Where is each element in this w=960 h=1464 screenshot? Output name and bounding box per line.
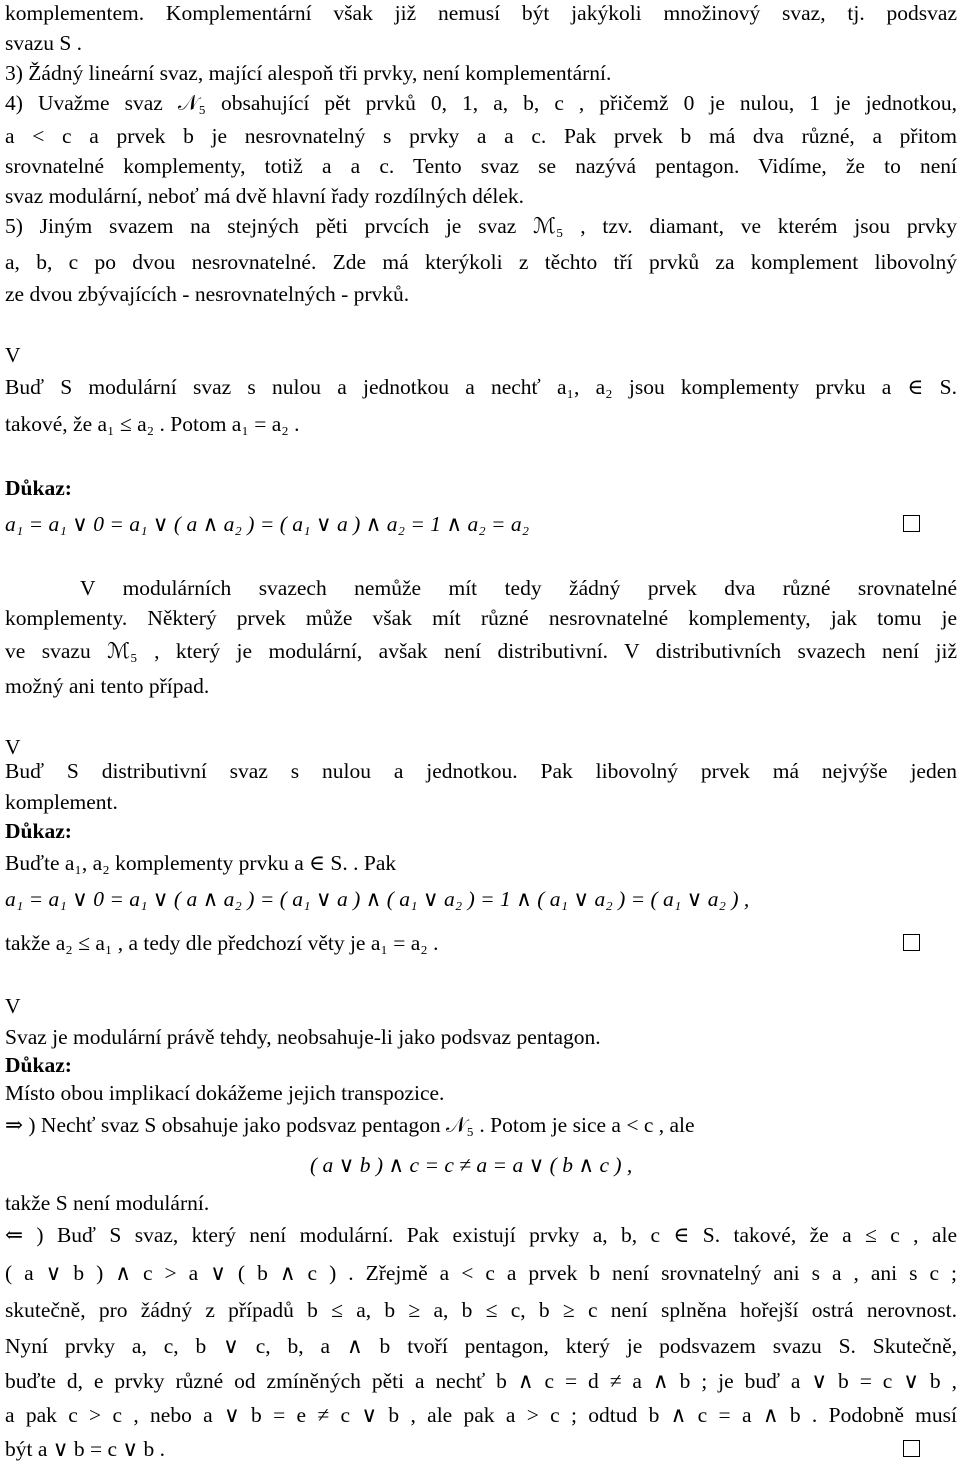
text-line: srovnatelné komplementy, totiž a a c. Tento svaz se nazývá pentagon. Vidíme, že to není (5, 154, 957, 178)
formula-line: a₁ = a₁ ∨ 0 = a₁ ∨ ( a ∧ a₂ ) = ( a₁ ∨ a ) ∧ ( a₁ ∨ a₂ ) = 1 ∧ ( a₁ ∨ a₂ ) = ( a₁ ∨ a₂ ) , (5, 887, 750, 911)
formula-line: a₁ = a₁ ∨ 0 = a₁ ∨ ( a ∧ a₂ ) = ( a₁ ∨ a ) ∧ a₂ = 1 ∧ a₂ = a₂ (5, 512, 530, 536)
text-line: komplementem. Komplementární však již nemusí být jakýkoli množinový svaz, tj. podsvaz (5, 1, 957, 25)
proof-heading: Důkaz: (5, 819, 72, 843)
text-line: Svaz je modulární právě tehdy, neobsahuje-li jako podsvaz pentagon. (5, 1025, 601, 1049)
text-line: ve svazu ℳ₅ , který je modulární, avšak není distributivní. V distributivních svazech není již (5, 639, 957, 663)
text-line: ze dvou zbývajících - nesrovnatelných - prvků. (5, 282, 410, 306)
text-line: takže a₂ ≤ a₁ , a tedy dle předchozí věty je a₁ = a₂ . (5, 931, 439, 955)
text-line: a, b, c po dvou nesrovnatelné. Zde má kterýkoli z těchto tří prvků za komplement libovolný (5, 250, 957, 274)
proof-heading: Důkaz: (5, 476, 72, 500)
text-line: Místo obou implikací dokážeme jejich transpozice. (5, 1081, 445, 1105)
text-line: Buď S modulární svaz s nulou a jednotkou a nechť a₁, a₂ jsou komplementy prvku a ∈ S. (5, 375, 957, 399)
theorem-label: V (5, 735, 21, 759)
text-line: Nyní prvky a, c, b ∨ c, b, a ∧ b tvoří pentagon, který je podsvazem svazu S. Skutečně, (5, 1334, 957, 1358)
text-line: V modulárních svazech nemůže mít tedy žádný prvek dva různé srovnatelné (80, 576, 957, 600)
text-line: možný ani tento případ. (5, 674, 210, 698)
proof-heading: Důkaz: (5, 1053, 72, 1077)
theorem-label: V (5, 343, 21, 367)
qed-square-icon (903, 1440, 920, 1457)
text-line: ⇐ ) Buď S svaz, který není modulární. Pak existují prvky a, b, c ∈ S. takové, že a ≤ c , ale (5, 1223, 957, 1247)
text-line: komplement. (5, 790, 118, 814)
text-line: 4) Uvažme svaz 𝒩₅ obsahující pět prvků 0, 1, a, b, c , přičemž 0 je nulou, 1 je jednotkou, (5, 91, 957, 115)
text-line: buďte d, e prvky různé od zmíněných pěti a nechť b ∧ c = d ≠ a ∧ b ; je buď a ∨ b = c ∨ b , (5, 1369, 957, 1393)
qed-square-icon (903, 934, 920, 951)
text-line: ( a ∨ b ) ∧ c > a ∨ ( b ∧ c ) . Zřejmě a < c a prvek b není srovnatelný ani s a , ani s c ; (5, 1261, 957, 1285)
text-line: a pak c > c , nebo a ∨ b = e ≠ c ∨ b , ale pak a > c ; odtud b ∧ c = a ∧ b . Podobně musí (5, 1403, 957, 1427)
text-line: ⇒ ) Nechť svaz S obsahuje jako podsvaz pentagon 𝒩₅ . Potom je sice a < c , ale (5, 1113, 695, 1137)
text-line: 5) Jiným svazem na stejných pěti prvcích je svaz ℳ₅ , tzv. diamant, ve kterém jsou prvky (5, 214, 957, 238)
text-line: Buď S distributivní svaz s nulou a jednotkou. Pak libovolný prvek má nejvýše jeden (5, 759, 957, 783)
text-line: být a ∨ b = c ∨ b . (5, 1437, 166, 1461)
theorem-label: V (5, 994, 21, 1018)
text-line: komplementy. Některý prvek může však mít různé nesrovnatelné komplementy, jak tomu je (5, 606, 957, 630)
text-line: takové, že a₁ ≤ a₂ . Potom a₁ = a₂ . (5, 412, 300, 436)
text-line: svaz modulární, neboť má dvě hlavní řady rozdílných délek. (5, 184, 525, 208)
formula-line: ( a ∨ b ) ∧ c = c ≠ a = a ∨ ( b ∧ c ) , (310, 1153, 633, 1177)
text-line: 3) Žádný lineární svaz, mající alespoň tři prvky, není komplementární. (5, 61, 612, 85)
text-line: a < c a prvek b je nesrovnatelný s prvky a a c. Pak prvek b má dva různé, a přitom (5, 124, 957, 148)
text-line: Buďte a₁, a₂ komplementy prvku a ∈ S. . Pak (5, 851, 397, 875)
text-line: takže S není modulární. (5, 1191, 210, 1215)
qed-square-icon (903, 515, 920, 532)
text-line: skutečně, pro žádný z případů b ≤ a, b ≥ a, b ≤ c, b ≥ c není splněna hořejší ostrá nerovnost. (5, 1298, 957, 1322)
text-line: svazu S . (5, 31, 83, 55)
